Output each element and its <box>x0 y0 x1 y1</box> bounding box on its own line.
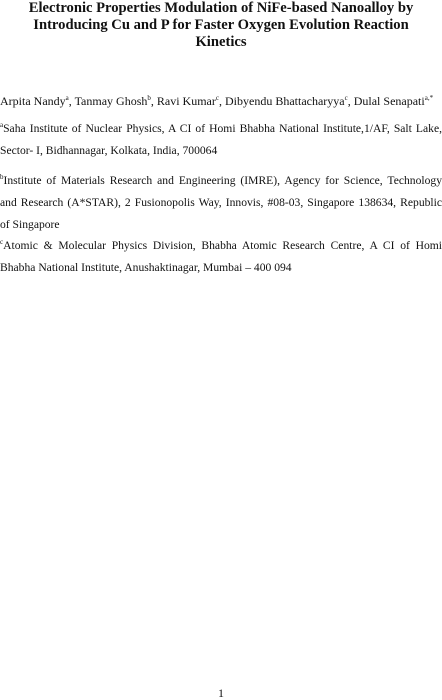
author-separator: , <box>68 94 75 108</box>
affiliation-text: Institute of Materials Research and Engineering (IMRE), Agency for Science, Technology <box>3 174 442 187</box>
affiliation-b <box>0 170 442 236</box>
affiliation-line <box>0 170 442 192</box>
author-list <box>0 94 442 109</box>
affiliation-line <box>0 235 442 257</box>
affiliation-mark: c <box>0 238 4 247</box>
title-line: Introducing Cu and P for Faster Oxygen Evolution Reaction <box>33 17 409 33</box>
author-separator: , <box>347 94 354 108</box>
affiliation-line: Bhabha National Institute, Anushaktinagar, Mumbai – 400 094 <box>0 261 292 274</box>
author-name: Ravi Kumar <box>156 94 216 108</box>
author-name: Dibyendu Bhattacharyya <box>225 94 345 108</box>
affiliation-c <box>0 235 442 279</box>
author-separator: , <box>150 94 157 108</box>
author-name: Dulal Senapati <box>353 94 425 108</box>
author-name: Tanmay Ghosh <box>74 94 148 108</box>
title-line: Electronic Properties Modulation of NiFe-based Nanoalloy by <box>28 0 414 16</box>
author-separator: , <box>219 94 225 108</box>
author-affiliation-mark: c <box>344 94 348 102</box>
title-line: Kinetics <box>195 34 247 50</box>
affiliation-line <box>0 118 442 140</box>
affiliation-text: Saha Institute of Nuclear Physics, A CI of Homi Bhabha National Institute,1/AF, Salt Lake, <box>3 122 442 135</box>
affiliation-text: Atomic & Molecular Physics Division, Bhabha Atomic Research Centre, A CI of Homi <box>3 239 442 252</box>
affiliation-line: and Research (A*STAR), 2 Fusionopolis Way, Innovis, #08-03, Singapore 138634, Republic <box>0 196 442 209</box>
page-number: 1 <box>218 686 224 700</box>
author-affiliation-mark: a,* <box>424 94 434 102</box>
paper-title <box>6 0 436 51</box>
author-affiliation-mark: a <box>65 94 69 102</box>
affiliation-mark: a <box>0 121 4 130</box>
affiliation-line: Sector- I, Bidhannagar, Kolkata, India, 700064 <box>0 144 218 157</box>
affiliation-line: of Singapore <box>0 218 60 231</box>
author-affiliation-mark: b <box>147 94 151 102</box>
affiliation-mark: b <box>0 173 4 182</box>
affiliation-a <box>0 118 442 162</box>
author-name: Arpita Nandy <box>0 94 66 108</box>
author-affiliation-mark: c <box>215 94 219 102</box>
